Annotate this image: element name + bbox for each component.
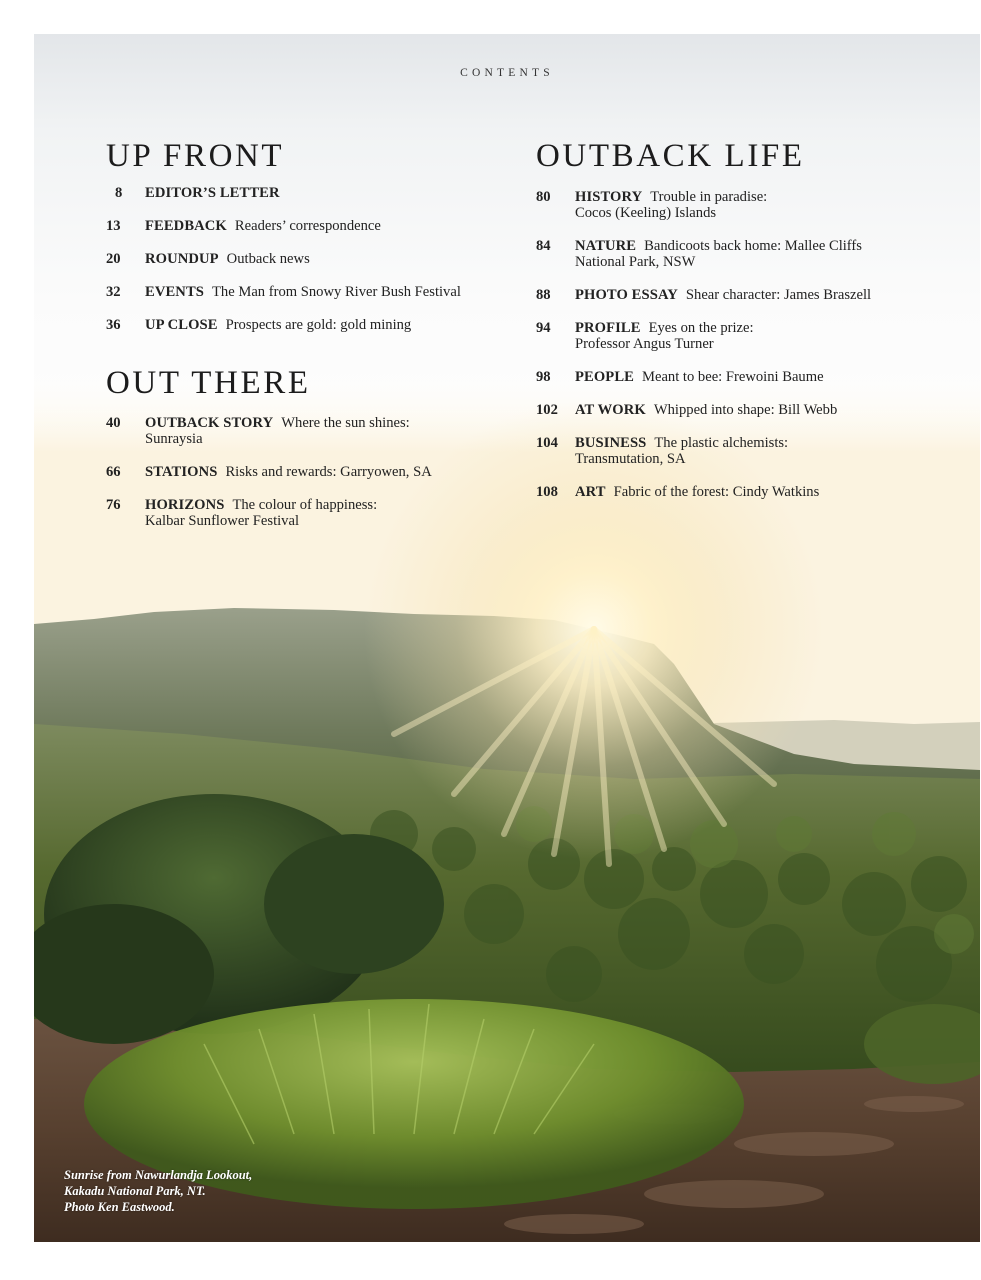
photo-caption: [64, 1167, 324, 1215]
toc-page-number: 88: [536, 287, 551, 303]
toc-keyword: OUTBACK STORY: [145, 415, 274, 431]
toc-title-continued: Transmutation, SA: [575, 451, 686, 467]
toc-page-number: 76: [106, 497, 121, 513]
toc-entry[interactable]: [536, 320, 966, 352]
toc-title: The plastic alchemists:: [654, 435, 789, 451]
toc-page-number: 104: [536, 435, 558, 451]
toc-keyword: EVENTS: [145, 284, 204, 300]
toc-title: Readers’ correspondence: [234, 218, 381, 234]
toc-keyword: PHOTO ESSAY: [575, 287, 678, 303]
toc-keyword: AT WORK: [575, 402, 646, 418]
toc-page-number: 36: [106, 317, 121, 333]
toc-page-number: 32: [106, 284, 121, 300]
toc-entry[interactable]: [536, 189, 966, 221]
outback-life-list: [536, 189, 966, 500]
toc-title: The colour of happiness:: [232, 497, 378, 513]
toc-entry[interactable]: [106, 497, 526, 529]
section-out-there: [106, 367, 526, 529]
toc-page-number: 102: [536, 402, 558, 418]
toc-entry[interactable]: [536, 402, 966, 418]
toc-keyword: ROUNDUP: [145, 251, 219, 267]
toc-keyword: NATURE: [575, 238, 637, 254]
toc-keyword: PEOPLE: [575, 369, 634, 385]
toc-entry[interactable]: [106, 464, 526, 480]
toc-entry[interactable]: [106, 251, 526, 267]
toc-title-continued: Cocos (Keeling) Islands: [575, 205, 717, 221]
toc-keyword: ART: [575, 484, 606, 500]
section-title-up-front: UP FRONT: [106, 138, 285, 174]
section-title-outback-life: OUTBACK LIFE: [536, 138, 805, 174]
toc-page-number: 108: [536, 484, 558, 500]
section-up-front: [106, 140, 526, 333]
toc-title: Bandicoots back home: Mallee Cliffs: [644, 238, 862, 254]
toc-page-number: 20: [106, 251, 121, 267]
toc-entry[interactable]: [106, 218, 526, 234]
toc-page-number: 80: [536, 189, 551, 205]
toc-keyword: PROFILE: [575, 320, 641, 336]
toc-page-number: 8: [115, 185, 123, 201]
toc-title: Meant to bee: Frewoini Baume: [641, 369, 824, 385]
toc-entry[interactable]: [106, 185, 526, 201]
caption-credit: Photo Ken Eastwood.: [64, 1200, 175, 1214]
toc-title: Outback news: [226, 251, 310, 267]
toc-title: Whipped into shape: Bill Webb: [653, 402, 838, 418]
toc-title: Trouble in paradise:: [650, 189, 768, 205]
toc-entry[interactable]: [536, 484, 966, 500]
toc-entry[interactable]: [106, 415, 526, 447]
toc-entry[interactable]: [536, 287, 966, 303]
toc-title: Where the sun shines:: [281, 415, 410, 431]
toc-keyword: FEEDBACK: [145, 218, 227, 234]
toc-title: Shear character: James Braszell: [685, 287, 872, 303]
toc-page-number: 84: [536, 238, 551, 254]
toc-title: Fabric of the forest: Cindy Watkins: [613, 484, 820, 500]
toc-entry[interactable]: [106, 284, 526, 300]
caption-line: Sunrise from Nawurlandja Lookout,: [64, 1168, 253, 1182]
up-front-list: [106, 185, 526, 333]
toc-page-number: 40: [106, 415, 121, 431]
contents-kicker: CONTENTS: [460, 67, 554, 79]
toc-page-number: 66: [106, 464, 121, 480]
toc-page-number: 13: [106, 218, 121, 234]
toc-title-continued: National Park, NSW: [575, 254, 696, 270]
toc-entry[interactable]: [536, 435, 966, 467]
toc-entry[interactable]: [536, 369, 966, 385]
toc-title-continued: Professor Angus Turner: [575, 336, 714, 352]
section-outback-life: [536, 140, 966, 500]
toc-title: The Man from Snowy River Bush Festival: [212, 284, 461, 300]
caption-line: Kakadu National Park, NT.: [64, 1184, 206, 1198]
toc-title: Risks and rewards: Garryowen, SA: [225, 464, 432, 480]
toc-keyword: HISTORY: [575, 189, 643, 205]
toc-entry[interactable]: [106, 317, 526, 333]
magazine-page: [34, 34, 980, 1242]
toc-keyword: HORIZONS: [145, 497, 225, 513]
toc-title: Eyes on the prize:: [648, 320, 754, 336]
toc-page-number: 98: [536, 369, 551, 385]
toc-keyword: BUSINESS: [575, 435, 647, 451]
toc-title-continued: Kalbar Sunflower Festival: [145, 513, 300, 529]
toc-entry[interactable]: [536, 238, 966, 270]
section-title-out-there: OUT THERE: [106, 365, 311, 401]
out-there-list: [106, 415, 526, 529]
toc-title-continued: Sunraysia: [145, 431, 203, 447]
toc-keyword: EDITOR’S LETTER: [145, 185, 280, 201]
toc-keyword: STATIONS: [145, 464, 218, 480]
toc-title: Prospects are gold: gold mining: [225, 317, 412, 333]
toc-keyword: UP CLOSE: [145, 317, 218, 333]
toc-page-number: 94: [536, 320, 551, 336]
